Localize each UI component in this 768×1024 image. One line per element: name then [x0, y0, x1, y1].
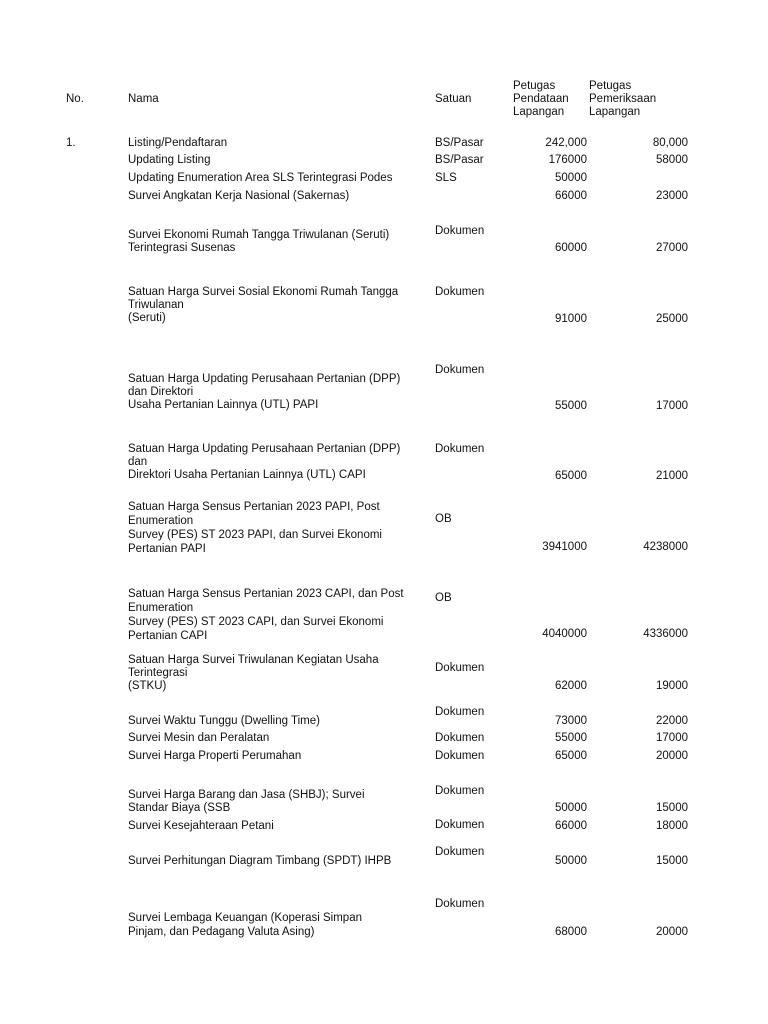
row-14-nama: Survei Harga Barang dan Jasa (SHBJ); Survei Standar Biaya (SSB [128, 789, 365, 814]
row-16-satuan: Dokumen [435, 846, 485, 858]
row-11-nama: Survei Waktu Tunggu (Dwelling Time) [128, 715, 320, 727]
row-10-satuan: Dokumen [435, 662, 485, 674]
row-17-pendataan: 68000 [555, 926, 587, 938]
row-17-satuan: Dokumen [435, 898, 485, 910]
row-6-pendataan: 55000 [555, 400, 587, 412]
row-4-nama: Survei Ekonomi Rumah Tangga Triwulanan (Seruti) Terintegrasi Susenas [128, 229, 390, 254]
row-12-satuan: Dokumen [435, 732, 485, 744]
row-5-satuan: Dokumen [435, 286, 485, 298]
row-1-pendataan: 176000 [548, 154, 587, 166]
row-16-nama: Survei Perhitungan Diagram Timbang (SPDT) IHPB [128, 855, 392, 867]
row-14-pendataan: 50000 [555, 802, 587, 814]
row-16-pendataan: 50000 [555, 855, 587, 867]
row-15-nama: Survei Kesejahteraan Petani [128, 820, 274, 832]
row-4-pemeriksaan: 27000 [656, 242, 688, 254]
row-6-satuan: Dokumen [435, 364, 485, 376]
row-3-pendataan: 66000 [555, 190, 587, 202]
row-8-nama: Satuan Harga Sensus Pertanian 2023 PAPI, Post Enumeration Survey (PES) ST 2023 PAPI, dan Survei Ekonomi Pertanian PAPI [128, 501, 382, 555]
row-1-nama: Updating Listing [128, 154, 211, 166]
row-13-satuan: Dokumen [435, 750, 485, 762]
row-11-satuan: Dokumen [435, 706, 485, 718]
row-7-pemeriksaan: 21000 [656, 470, 688, 482]
row-6-nama: Satuan Harga Updating Perusahaan Pertanian (DPP) dan Direktori Usaha Pertanian Lainnya (UTL) PAPI [128, 373, 401, 411]
row-7-satuan: Dokumen [435, 443, 485, 455]
header-satuan: Satuan [435, 93, 472, 105]
row-0-pendataan: 242,000 [545, 137, 587, 149]
row-10-pendataan: 62000 [555, 680, 587, 692]
row-5-pemeriksaan: 25000 [656, 313, 688, 325]
row-15-pemeriksaan: 18000 [656, 820, 688, 832]
row-5-pendataan: 91000 [555, 313, 587, 325]
row-14-satuan: Dokumen [435, 785, 485, 797]
row-12-pendataan: 55000 [555, 732, 587, 744]
row-9-pendataan: 4040000 [542, 628, 587, 640]
row-0-pemeriksaan: 80,000 [652, 137, 688, 149]
row-15-pendataan: 66000 [555, 820, 587, 832]
row-10-nama: Satuan Harga Survei Triwulanan Kegiatan Usaha Terintegrasi (STKU) [128, 654, 379, 692]
row-12-pemeriksaan: 17000 [656, 732, 688, 744]
row-2-pendataan: 50000 [555, 172, 587, 184]
header-no: No. [66, 93, 84, 105]
row-10-pemeriksaan: 19000 [656, 680, 688, 692]
row-9-satuan: OB [435, 592, 452, 604]
row-15-satuan: Dokumen [435, 819, 485, 831]
header-nama: Nama [128, 93, 159, 105]
row-8-pendataan: 3941000 [542, 541, 587, 553]
row-5-nama: Satuan Harga Survei Sosial Ekonomi Rumah Tangga Triwulanan (Seruti) [128, 286, 399, 324]
row-16-pemeriksaan: 15000 [656, 855, 688, 867]
row-9-nama: Satuan Harga Sensus Pertanian 2023 CAPI, dan Post Enumeration Survey (PES) ST 2023 CAPI, dan Survei Ekonomi Pertanian CAPI [128, 588, 404, 642]
row-13-pendataan: 65000 [555, 750, 587, 762]
row-11-pemeriksaan: 22000 [656, 715, 688, 727]
row-17-nama: Survei Lembaga Keuangan (Koperasi Simpan Pinjam, dan Pedagang Valuta Asing) [128, 912, 362, 938]
row-8-satuan: OB [435, 513, 452, 525]
row-1-pemeriksaan: 58000 [656, 154, 688, 166]
row-4-satuan: Dokumen [435, 225, 485, 237]
row-4-pendataan: 60000 [555, 242, 587, 254]
row-9-pemeriksaan: 4336000 [643, 628, 688, 640]
row-13-nama: Survei Harga Properti Perumahan [128, 750, 302, 762]
row-12-nama: Survei Mesin dan Peralatan [128, 732, 270, 744]
row-3-nama: Survei Angkatan Kerja Nasional (Sakernas) [128, 190, 350, 202]
row-0-nama: Listing/Pendaftaran [128, 137, 228, 149]
row-8-pemeriksaan: 4238000 [643, 541, 688, 553]
row-2-satuan: SLS [435, 172, 457, 184]
row-3-pemeriksaan: 23000 [656, 190, 688, 202]
row-number: 1. [66, 137, 76, 149]
row-11-pendataan: 73000 [555, 715, 587, 727]
row-14-pemeriksaan: 15000 [656, 802, 688, 814]
row-6-pemeriksaan: 17000 [656, 400, 688, 412]
row-2-nama: Updating Enumeration Area SLS Terintegrasi Podes [128, 172, 393, 184]
row-7-nama: Satuan Harga Updating Perusahaan Pertanian (DPP) dan Direktori Usaha Pertanian Lainnya (UTL) CAPI [128, 443, 401, 481]
row-7-pendataan: 65000 [555, 470, 587, 482]
row-17-pemeriksaan: 20000 [656, 926, 688, 938]
row-1-satuan: BS/Pasar [435, 154, 484, 166]
header-petugas-pemeriksaan: Petugas Pemeriksaan Lapangan [589, 80, 657, 118]
row-13-pemeriksaan: 20000 [656, 750, 688, 762]
row-0-satuan: BS/Pasar [435, 137, 484, 149]
header-petugas-pendataan: Petugas Pendataan Lapangan [513, 80, 569, 118]
